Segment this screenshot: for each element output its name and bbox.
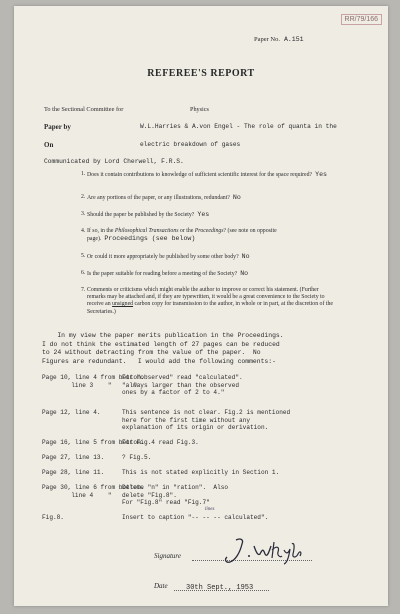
committee-label: To the Sectional Committee for xyxy=(44,106,124,113)
question-4: 4. If so, in the Philosophical Transactions or the Proceedings? (see note on opposite page). Proceedings (see below) xyxy=(81,228,277,243)
question-6: 6. Is the paper suitable for reading before a meeting of the Society? No xyxy=(81,270,249,277)
comment-text: This is not stated explicitly in Section 1. xyxy=(122,469,280,476)
comment-item xyxy=(42,409,372,433)
paper-number-value: A.151 xyxy=(284,36,304,43)
question-7: 7. Comments or criticisms which might enable the author to improve or correct his statement. (Further remarks may be attached and, if they are typewritten, it would be a great convenience to the Society to receive an unsigned carbon copy for transmission to the author, in whole or in part, at the discretion of the Secretaries.) xyxy=(81,287,333,315)
answer: Yes xyxy=(315,171,327,178)
comment-reference: Page 28, line 11. xyxy=(42,469,105,476)
answer: No xyxy=(232,194,241,201)
handwritten-insert: lines xyxy=(205,507,215,512)
paper-number-label: Paper No. xyxy=(254,36,280,43)
comment-text: For "observed" read "calculated". "always larger than the observed ones by a factor of 2 to 4." xyxy=(122,374,243,397)
comment-item xyxy=(42,469,372,478)
handwritten-signature xyxy=(222,536,312,571)
date-label: Date xyxy=(154,582,168,590)
comment-text: For Fig.4 read Fig.3. xyxy=(122,439,199,446)
question-1: 1. Does it contain contributions to knowledge of sufficient scientific interest for the space required? Yes xyxy=(81,171,327,178)
question-text: Are any portions of the paper, or any illustrations, redundant? xyxy=(87,195,230,201)
paper-by-value: W.L.Harries & A.von Engel - The role of quanta in the xyxy=(140,123,337,130)
page-title: REFEREE'S REPORT xyxy=(147,68,255,79)
comment-item xyxy=(42,514,372,523)
question-text: Does it contain contributions to knowledge of sufficient scientific interest for the space required? xyxy=(87,172,313,178)
comment-text: ? Fig.5. xyxy=(122,454,152,461)
comment-reference: Page 27, line 13. xyxy=(42,454,105,461)
answer: Proceedings (see below) xyxy=(104,235,196,243)
comment-reference: Page 16, line 5 from bottom. xyxy=(42,439,145,446)
archive-reference: RR/79/166 xyxy=(341,14,382,25)
comment-item xyxy=(42,374,372,406)
question-5: 5. Or could it more appropriately be published by some other body? No xyxy=(81,253,250,260)
committee-value: Physics xyxy=(190,106,209,113)
communicated-by: Communicated by Lord Cherwell, F.R.S. xyxy=(44,158,184,165)
question-2: 2. Are any portions of the paper, or any illustrations, redundant? No xyxy=(81,194,241,201)
question-3: 3. Should the paper be published by the Society? Yes xyxy=(81,211,210,218)
report-body: In my view the paper merits publication in the Proceedings. I do not think the estimated length of 27 pages can be reduced to 24 without detracting from the value of the paper. No Figures are redundant. I would add the following comments:- xyxy=(42,332,284,365)
comment-text: This sentence is not clear. Fig.2 is mentioned here for the first time without any explanation of its origin or derivation. xyxy=(122,409,291,432)
comment-reference: Page 12, line 4. xyxy=(42,409,101,416)
comment-text: Insert to caption "-- -- -- calculated". xyxy=(122,514,269,521)
comment-reference: Page 10, line 4 from bottom. line 3 " " xyxy=(42,374,145,389)
question-text: Is the paper suitable for reading before a meeting of the Society? xyxy=(87,271,238,277)
answer: No xyxy=(241,253,250,260)
paper-by-label: Paper by xyxy=(44,123,71,131)
comment-item xyxy=(42,439,372,448)
date-value: 30th Sept., 1953 xyxy=(186,584,254,592)
on-value: electric breakdown of gases xyxy=(140,141,241,148)
question-text: Should the paper be published by the Society? xyxy=(87,212,195,218)
paper-number xyxy=(254,36,304,43)
signature-label: Signature xyxy=(154,552,181,560)
comment-text: Delete "n" in "ration". Also delete "Fig.8". For "Fig.8" read "Fig.7" xyxy=(122,484,229,507)
answer: Yes xyxy=(197,211,210,218)
report-sheet xyxy=(14,6,388,606)
on-label: On xyxy=(44,141,54,149)
comment-reference: Fig.8. xyxy=(42,514,64,521)
comment-reference: Page 30, line 6 from bottom. line 4 " xyxy=(42,484,145,499)
question-text: Or could it more appropriately be published by some other body? xyxy=(87,254,239,260)
comment-item xyxy=(42,484,372,508)
comment-item xyxy=(42,454,372,463)
answer: No xyxy=(240,270,249,277)
